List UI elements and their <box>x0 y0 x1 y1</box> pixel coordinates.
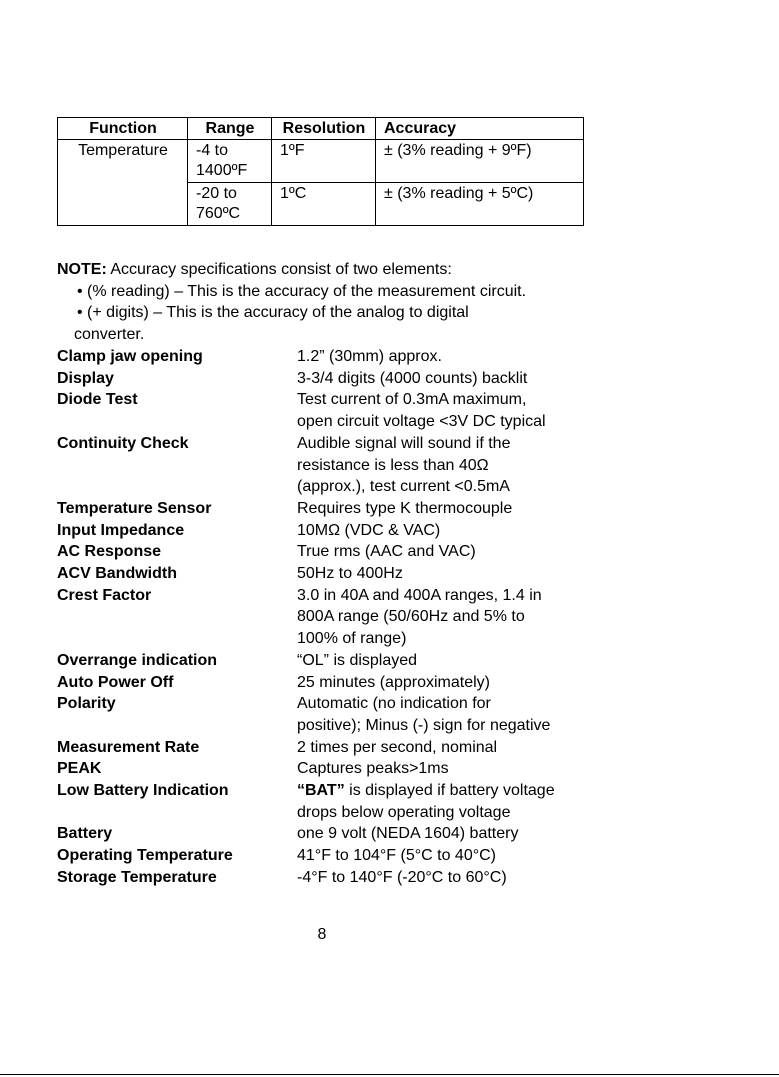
note-bullet: • (% reading) – This is the accuracy of the measurement circuit. <box>77 282 527 300</box>
note-line <box>57 259 597 281</box>
spec-value <box>297 650 617 672</box>
page-number: 8 <box>317 926 327 943</box>
spec-label: Continuity Check <box>57 434 189 452</box>
spec-value-line: one 9 volt (NEDA 1604) battery <box>297 825 519 843</box>
range-line: -4 to <box>196 142 229 159</box>
note-bullet: • (+ digits) – This is the accuracy of the analog to digital <box>77 304 469 321</box>
note-bullet-continuation: converter. <box>74 325 145 343</box>
spec-value-line: positive); Minus (-) sign for negative <box>297 716 551 734</box>
range-line: -20 to <box>196 185 237 202</box>
accuracy-cell: ± (3% reading + 9ºF) <box>376 140 584 183</box>
spec-value-line: True rms (AAC and VAC) <box>297 543 476 561</box>
spec-row <box>57 845 617 867</box>
spec-value-line: -4°F to 140°F (-20°C to 60°C) <box>297 868 507 886</box>
spec-value-line: 1.2” (30mm) approx. <box>297 348 442 365</box>
spec-value <box>297 780 617 823</box>
spec-value-line: open circuit voltage <3V DC typical <box>297 413 546 431</box>
spec-value-line: 2 times per second, nominal <box>297 738 498 756</box>
spec-value-line: 100% of range) <box>297 630 407 648</box>
temperature-spec-table <box>57 117 584 226</box>
note-label: NOTE: <box>57 261 107 278</box>
spec-row <box>57 758 617 780</box>
spec-row <box>57 368 617 390</box>
header-resolution: Resolution <box>272 118 376 140</box>
spec-row <box>57 498 617 520</box>
spec-value <box>297 389 617 432</box>
spec-label: Crest Factor <box>57 586 152 604</box>
spec-value-line: 50Hz to 400Hz <box>297 565 403 583</box>
spec-value <box>297 563 617 585</box>
spec-value <box>297 758 617 780</box>
spec-label: Temperature Sensor <box>57 499 212 517</box>
spec-row <box>57 672 617 694</box>
spec-label: Low Battery Indication <box>57 782 229 800</box>
spec-value-line <box>297 780 617 802</box>
spec-value-line: Audible signal will sound if the <box>297 434 511 452</box>
spec-label: Operating Temperature <box>57 847 233 865</box>
spec-label: Polarity <box>57 695 116 713</box>
spec-row <box>57 693 617 736</box>
spec-value-line: 3-3/4 digits (4000 counts) backlit <box>297 369 528 387</box>
range-cell <box>188 183 272 226</box>
note-text: Accuracy specifications consist of two elements: <box>106 261 452 278</box>
spec-value <box>297 433 617 498</box>
spec-row <box>57 563 617 585</box>
resolution-cell: 1ºC <box>272 183 376 226</box>
spec-value <box>297 823 617 845</box>
spec-value <box>297 867 617 889</box>
spec-value <box>297 520 617 542</box>
spec-value-line: Captures peaks>1ms <box>297 760 449 778</box>
function-cell: Temperature <box>58 140 188 226</box>
spec-value-line: 25 minutes (approximately) <box>297 673 490 691</box>
spec-value <box>297 672 617 694</box>
spec-label: Auto Power Off <box>57 673 174 691</box>
range-line: 1400ºF <box>196 162 248 179</box>
header-range: Range <box>188 118 272 140</box>
spec-value <box>297 585 617 650</box>
range-cell <box>188 140 272 183</box>
spec-value-line: 10MΩ (VDC & VAC) <box>297 521 441 539</box>
spec-label: Input Impedance <box>57 521 185 539</box>
spec-label: Measurement Rate <box>57 738 200 756</box>
spec-value-line: “OL” is displayed <box>297 651 418 669</box>
spec-value-line: 800A range (50/60Hz and 5% to <box>297 608 525 626</box>
spec-label: AC Response <box>57 543 162 561</box>
spec-row <box>57 650 617 672</box>
spec-label: Storage Temperature <box>57 868 217 886</box>
spec-value <box>297 541 617 563</box>
spec-row <box>57 867 617 889</box>
spec-row <box>57 585 617 650</box>
spec-value-line: 41°F to 104°F (5°C to 40°C) <box>297 847 497 865</box>
spec-label: Display <box>57 369 114 387</box>
bottom-rule <box>0 1074 779 1075</box>
spec-value-text: is displayed if battery voltage <box>344 782 555 800</box>
spec-value <box>297 845 617 867</box>
spec-value-emphasis: “BAT” <box>297 782 345 800</box>
table-header-row <box>58 118 584 140</box>
spec-value <box>297 368 617 390</box>
spec-row <box>57 433 617 498</box>
spec-label: Clamp jaw opening <box>57 348 203 365</box>
header-function: Function <box>58 118 188 140</box>
spec-value <box>297 498 617 520</box>
range-line: 760ºC <box>196 205 241 222</box>
header-accuracy: Accuracy <box>376 118 584 140</box>
spec-value-line: Test current of 0.3mA maximum, <box>297 391 527 409</box>
spec-row <box>57 346 617 368</box>
spec-row <box>57 737 617 759</box>
spec-value <box>297 346 617 368</box>
spec-value-line: resistance is less than 40Ω <box>297 456 489 474</box>
spec-list <box>57 346 617 889</box>
spec-row <box>57 823 617 845</box>
spec-value-line: Requires type K thermocouple <box>297 499 513 517</box>
spec-row <box>57 541 617 563</box>
spec-row <box>57 389 617 432</box>
spec-value <box>297 693 617 736</box>
spec-value-line: 3.0 in 40A and 400A ranges, 1.4 in <box>297 586 542 604</box>
accuracy-cell: ± (3% reading + 5ºC) <box>376 183 584 226</box>
table-row <box>58 140 584 183</box>
spec-row <box>57 520 617 542</box>
accuracy-note <box>57 259 597 345</box>
spec-value-line: Automatic (no indication for <box>297 695 491 713</box>
spec-value <box>297 737 617 759</box>
spec-value-line: (approx.), test current <0.5mA <box>297 478 510 496</box>
spec-label: PEAK <box>57 760 102 778</box>
spec-label: Battery <box>57 825 113 843</box>
spec-value-line: drops below operating voltage <box>297 803 511 821</box>
spec-row <box>57 780 617 823</box>
spec-label: Diode Test <box>57 391 138 409</box>
spec-label: ACV Bandwidth <box>57 565 177 583</box>
resolution-cell: 1ºF <box>272 140 376 183</box>
spec-label: Overrange indication <box>57 651 218 669</box>
